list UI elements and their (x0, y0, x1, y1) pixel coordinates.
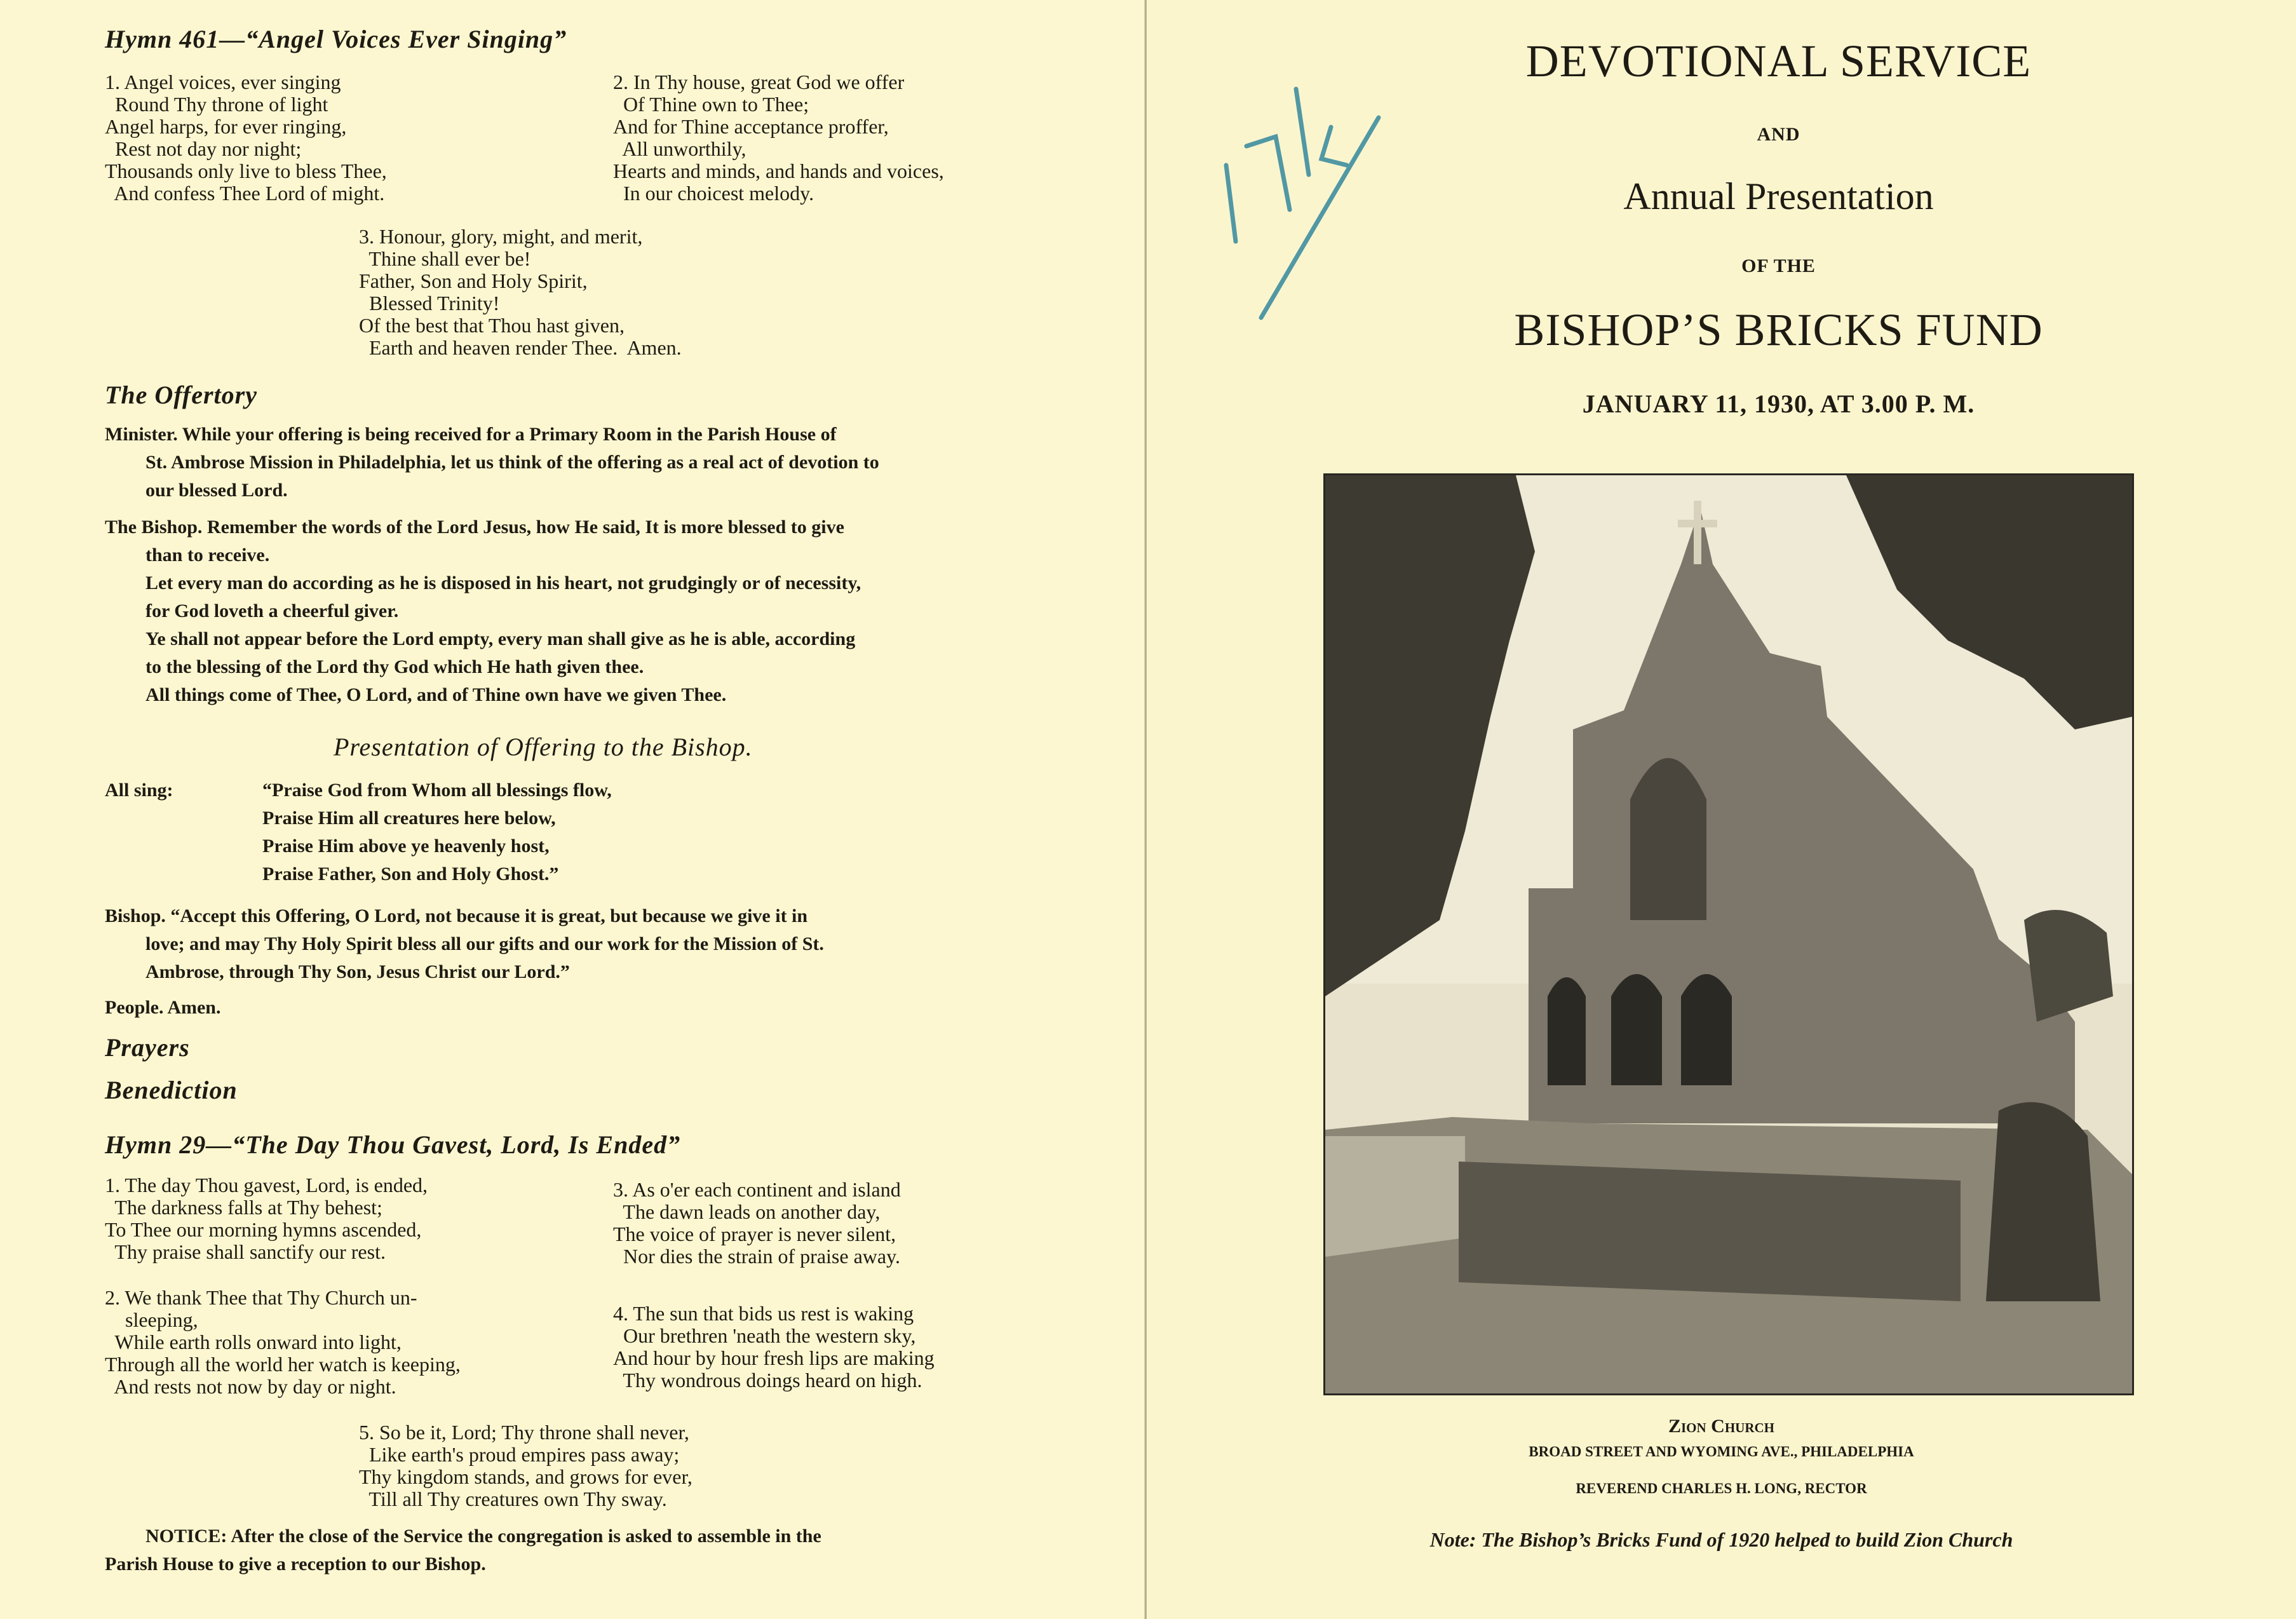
verse-line: 5. So be it, Lord; Thy throne shall never, (359, 1421, 689, 1444)
church-photograph (1323, 473, 2134, 1395)
verse-line: Thousands only live to bless Thee, (105, 159, 387, 182)
hymn-29-verse-2 (105, 1287, 461, 1398)
hymn-29-verse-1 (105, 1174, 428, 1263)
doxology-line: Praise Father, Son and Holy Ghost.” (262, 864, 559, 884)
hymn-461-verse-1 (105, 71, 387, 205)
verse-line: 3. Honour, glory, might, and merit, (359, 225, 643, 248)
church-name: Zion Church (1668, 1416, 1774, 1437)
verse-line: Nor dies the strain of praise away. (613, 1245, 900, 1268)
verse-line: Through all the world her watch is keeping, (105, 1353, 461, 1376)
verse-line: The voice of prayer is never silent, (613, 1223, 896, 1245)
notice-line: Parish House to give a reception to our Bishop. (105, 1554, 486, 1575)
offertory-bishop (105, 513, 1064, 709)
verse-line: 2. In Thy house, great God we offer (613, 71, 905, 93)
bishop-prayer-line: love; and may Thy Holy Spirit bless all our gifts and our work for the Mission of St. (145, 933, 824, 954)
title-and: AND (1757, 124, 1800, 145)
verse-line: Of Thine own to Thee; (613, 93, 809, 116)
hymn-461-verse-2 (613, 71, 944, 205)
hymn-29-verse-3 (613, 1179, 901, 1268)
offertory-heading: The Offertory (105, 381, 257, 409)
bishop-line: All things come of Thee, O Lord, and of Thine own have we given Thee. (145, 684, 727, 705)
verse-line: Like earth's proud empires pass away; (359, 1443, 680, 1466)
verse-line: 3. As o'er each continent and island (613, 1178, 901, 1201)
verse-line: Rest not day nor night; (105, 137, 302, 160)
verse-line: And rests not now by day or night. (105, 1375, 396, 1398)
verse-line: To Thee our morning hymns ascended, (105, 1218, 422, 1241)
doxology-line: “Praise God from Whom all blessings flow, (262, 780, 612, 801)
bishop-line: The Bishop. Remember the words of the Lord Jesus, how He said, It is more blessed to give (105, 517, 844, 538)
verse-line: Earth and heaven render Thee. Amen. (359, 336, 682, 359)
verse-line: Thy kingdom stands, and grows for ever, (359, 1465, 692, 1488)
title-bishops-bricks-fund: BISHOP’S BRICKS FUND (1514, 304, 2043, 355)
hymn-29-verse-5 (359, 1421, 692, 1510)
verse-line: 4. The sun that bids us rest is waking (613, 1302, 914, 1325)
people-amen: People. Amen. (105, 997, 221, 1018)
church-rector: REVEREND CHARLES H. LONG, RECTOR (1576, 1480, 1867, 1496)
hymn-29-title: Hymn 29—“The Day Thou Gavest, Lord, Is Ended” (105, 1130, 681, 1159)
verse-line: Blessed Trinity! (359, 292, 500, 315)
service-date: JANUARY 11, 1930, AT 3.00 P. M. (1582, 390, 1975, 418)
verse-line: Father, Son and Holy Spirit, (359, 269, 588, 292)
verse-line: And for Thine acceptance proffer, (613, 115, 889, 138)
minister-line: St. Ambrose Mission in Philadelphia, let us think of the offering as a real act of devotion to (145, 452, 879, 473)
bishop-prayer-line: Bishop. “Accept this Offering, O Lord, not because it is great, but because we give it in (105, 905, 808, 926)
title-devotional-service: DEVOTIONAL SERVICE (1525, 36, 2032, 86)
footnote: Note: The Bishop’s Bricks Fund of 1920 helped to build Zion Church (1429, 1528, 2013, 1551)
verse-line: Till all Thy creatures own Thy sway. (359, 1487, 667, 1510)
verse-line: Thy wondrous doings heard on high. (613, 1369, 922, 1392)
title-annual-presentation: Annual Presentation (1623, 175, 1934, 217)
verse-line: And hour by hour fresh lips are making (613, 1346, 935, 1369)
hymn-29-verse-4 (613, 1303, 935, 1392)
verse-line: While earth rolls onward into light, (105, 1331, 402, 1353)
church-address: BROAD STREET AND WYOMING AVE., PHILADELPHIA (1529, 1444, 1914, 1460)
doxology (262, 776, 612, 888)
verse-line: Round Thy throne of light (105, 93, 328, 116)
verse-line: The darkness falls at Thy behest; (105, 1196, 382, 1219)
hymn-461-verse-3 (359, 226, 682, 359)
bishop-prayer (105, 902, 1064, 986)
notice (105, 1522, 1064, 1578)
verse-line: Thine shall ever be! (359, 247, 531, 270)
verse-line: 1. Angel voices, ever singing (105, 71, 341, 93)
handwritten-number-174 (1201, 57, 1455, 324)
minister-line: Minister. While your offering is being received for a Primary Room in the Parish House of (105, 424, 837, 445)
bishop-prayer-line: Ambrose, through Thy Son, Jesus Christ our Lord.” (145, 961, 570, 982)
verse-line: 1. The day Thou gavest, Lord, is ended, (105, 1174, 428, 1196)
benediction-heading: Benediction (105, 1076, 238, 1104)
verse-line: The dawn leads on another day, (613, 1200, 881, 1223)
bishop-line: Ye shall not appear before the Lord empty, every man shall give as he is able, according (145, 628, 856, 649)
bishop-line: Let every man do according as he is disposed in his heart, not grudgingly or of necessity, (145, 572, 861, 593)
verse-line: All unworthily, (613, 137, 746, 160)
verse-line: Hearts and minds, and hands and voices, (613, 159, 944, 182)
hymn-461-title: Hymn 461—“Angel Voices Ever Singing” (105, 25, 567, 53)
verse-line: Our brethren 'neath the western sky, (613, 1324, 916, 1347)
minister-line: our blessed Lord. (145, 480, 288, 501)
verse-line: sleeping, (105, 1308, 198, 1331)
bishop-line: to the blessing of the Lord thy God which He hath given thee. (145, 656, 644, 677)
bishop-line: for God loveth a cheerful giver. (145, 600, 399, 621)
verse-line: 2. We thank Thee that Thy Church un- (105, 1286, 417, 1309)
doxology-line: Praise Him above ye heavenly host, (262, 836, 550, 857)
verse-line: In our choicest melody. (613, 182, 814, 205)
doxology-line: Praise Him all creatures here below, (262, 808, 556, 829)
verse-line: Angel harps, for ever ringing, (105, 115, 347, 138)
title-of-the: OF THE (1741, 255, 1816, 276)
offertory-minister (105, 421, 1064, 505)
church-photo-image (1325, 475, 2132, 1393)
verse-line: And confess Thee Lord of might. (105, 182, 385, 205)
left-page (0, 0, 1147, 1619)
prayers-heading: Prayers (105, 1033, 190, 1062)
verse-line: Of the best that Thou hast given, (359, 314, 625, 337)
bishop-line: than to receive. (145, 545, 270, 566)
notice-line: NOTICE: After the close of the Service the congregation is asked to assemble in the (145, 1526, 821, 1547)
all-sing-label: All sing: (105, 780, 173, 801)
verse-line: Thy praise shall sanctify our rest. (105, 1240, 386, 1263)
presentation-heading: Presentation of Offering to the Bishop. (334, 733, 753, 761)
